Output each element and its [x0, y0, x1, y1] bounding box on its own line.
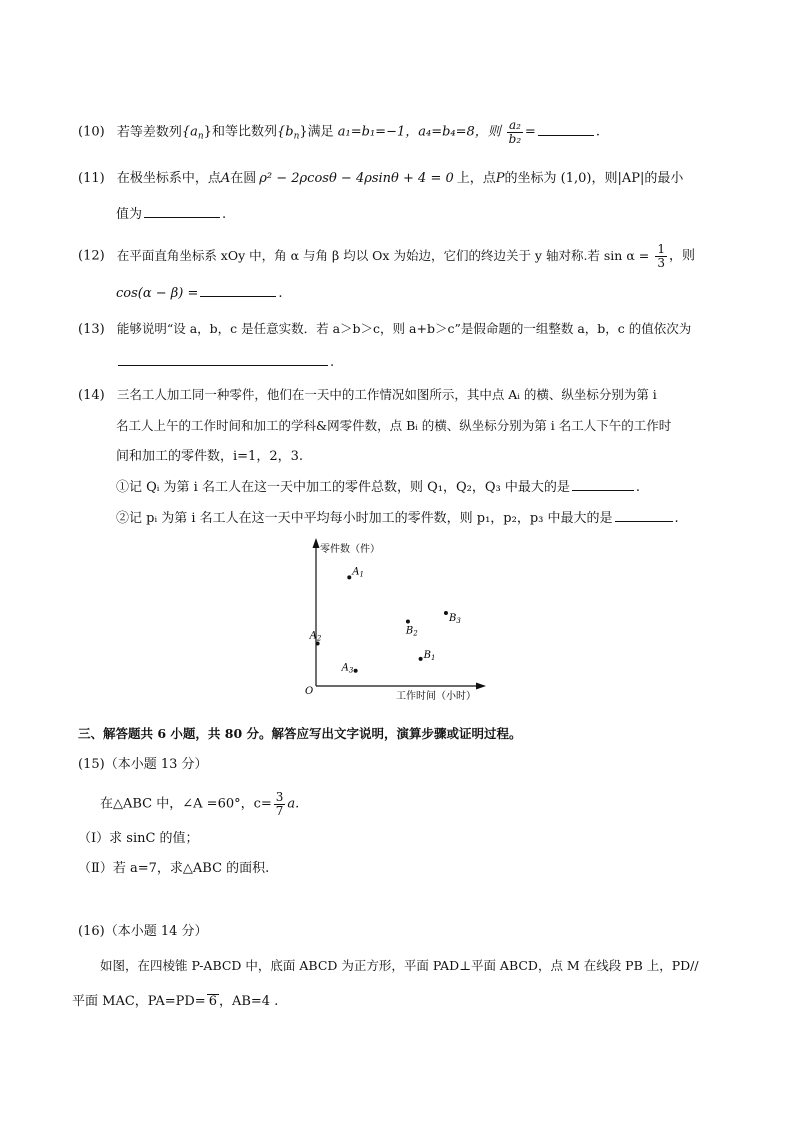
point-A3 [354, 669, 358, 673]
answer-blank-10[interactable] [538, 134, 594, 136]
question-11: (11) 在极坐标系中，点A在圆 ρ² − 2ρcosθ − 4ρsinθ + 4 = 0 上，点P的坐标为 (1,0)，则|AP|的最小 [78, 171, 684, 186]
answer-blank-11[interactable] [144, 216, 220, 218]
point-B2 [406, 619, 410, 623]
answer-blank-14-2[interactable] [615, 520, 673, 522]
question-12: (12) 在平面直角坐标系 xOy 中，角 α 与角 β 均以 Ox 为始边，它们的终边关于 y 轴对称.若 sin α = $\frac{1}{3}$ ，则 [78, 242, 696, 270]
question-number: (10) [78, 124, 105, 140]
question-12-cont: cos(α − β) = . [116, 286, 283, 301]
question-number: (15) [78, 757, 105, 772]
fraction-a2-b2: $\frac{\text{a₂}}{\text{b₂}}$ [508, 118, 522, 146]
point-A1 [347, 575, 351, 579]
x-axis-label: 工作时间（小时） [396, 691, 476, 702]
question-number: (16) [78, 924, 105, 939]
question-15-part1: （Ⅰ）求 sinC 的值； [78, 831, 199, 846]
sqrt-6: 6 [208, 994, 217, 1009]
question-15-stem: 在△ABC 中，∠A =60°，c= $\frac{3}{7}$ a. [100, 790, 300, 818]
point-label-A2: $A_2$ [309, 630, 322, 643]
question-16: (16)（本小题 14 分） [78, 924, 208, 939]
question-14-part2: ②记 pᵢ 为第 i 名工人在这一天中平均每小时加工的零件数，则 p₁，p₂，p₃ 中最大的是 . [116, 511, 679, 526]
question-13-cont: . [116, 356, 334, 369]
y-axis-label: 零件数（件） [320, 544, 380, 555]
origin-label: O [305, 686, 314, 697]
question-13: (13) 能够说明“设 a，b，c 是任意实数．若 a＞b＞c，则 a+b＞c”是假命题的一组整数 a，b，c 的值依次为 [78, 321, 692, 337]
question-number: (13) [78, 322, 105, 337]
question-15-part2: （Ⅱ）若 a=7，求△ABC 的面积. [78, 861, 270, 876]
question-10: (10) 若等差数列$\{a_n\}$和等比数列$\{b_n\}$满足 a₁=b₁=−1，a₄=b₄=8，则 $\frac{\text{a₂}}{\text{b₂}}$ = . [78, 118, 600, 146]
question-number: (11) [78, 171, 105, 186]
question-number: (12) [78, 248, 105, 264]
chart-points [309, 566, 462, 674]
point-label-A3: $A_3$ [341, 662, 354, 675]
point-label-B2: $B_2$ [405, 625, 418, 638]
question-16-l1: 如图，在四棱锥 P-ABCD 中，底面 ABCD 为正方形，平面 PAD⊥平面 ABCD，点 M 在线段 PB 上，PD// [100, 958, 699, 973]
fraction-3-7: $\frac{3}{7}$ [275, 790, 284, 818]
point-B3 [444, 611, 448, 615]
question-14-l3: 间和加工的零件数，i=1，2，3. [116, 449, 303, 464]
fraction-1-3: $\frac{1}{3}$ [657, 242, 666, 270]
scatter-chart [300, 536, 500, 704]
point-label-B3: $B_3$ [448, 613, 461, 625]
chart-axes [313, 538, 487, 690]
question-16-l2: 平面 MAC，PA=PD= 6 ，AB=4 . [72, 994, 279, 1009]
question-number: (14) [78, 388, 105, 403]
answer-blank-14-1[interactable] [572, 489, 634, 491]
question-14-part1: ①记 Qᵢ 为第 i 名工人在这一天中加工的零件总数，则 Q₁，Q₂，Q₃ 中最大的是 . [116, 480, 640, 495]
x-axis-arrow [476, 683, 486, 690]
question-14: (14) 三名工人加工同一种零件，他们在一天中的工作情况如图所示，其中点 Aᵢ 的横、纵坐标分别为第 i [78, 387, 657, 403]
section-3-heading: 三、解答题共 6 小题，共 80 分。解答应写出文字说明，演算步骤或证明过程。 [78, 726, 522, 741]
y-axis-arrow [313, 538, 320, 548]
question-11-cont: 值为 . [116, 207, 227, 222]
answer-blank-13[interactable] [118, 364, 328, 366]
question-14-l2: 名工人上午的工作时间和加工的学科&网零件数，点 Bᵢ 的横、纵坐标分别为第 i 名工人下午的工作时 [116, 418, 672, 433]
answer-blank-12[interactable] [200, 295, 276, 297]
question-15: (15)（本小题 13 分） [78, 757, 208, 772]
point-label-B1: $B_1$ [423, 649, 436, 662]
point-label-A1: $A_1$ [352, 566, 364, 579]
point-B1 [419, 657, 423, 661]
